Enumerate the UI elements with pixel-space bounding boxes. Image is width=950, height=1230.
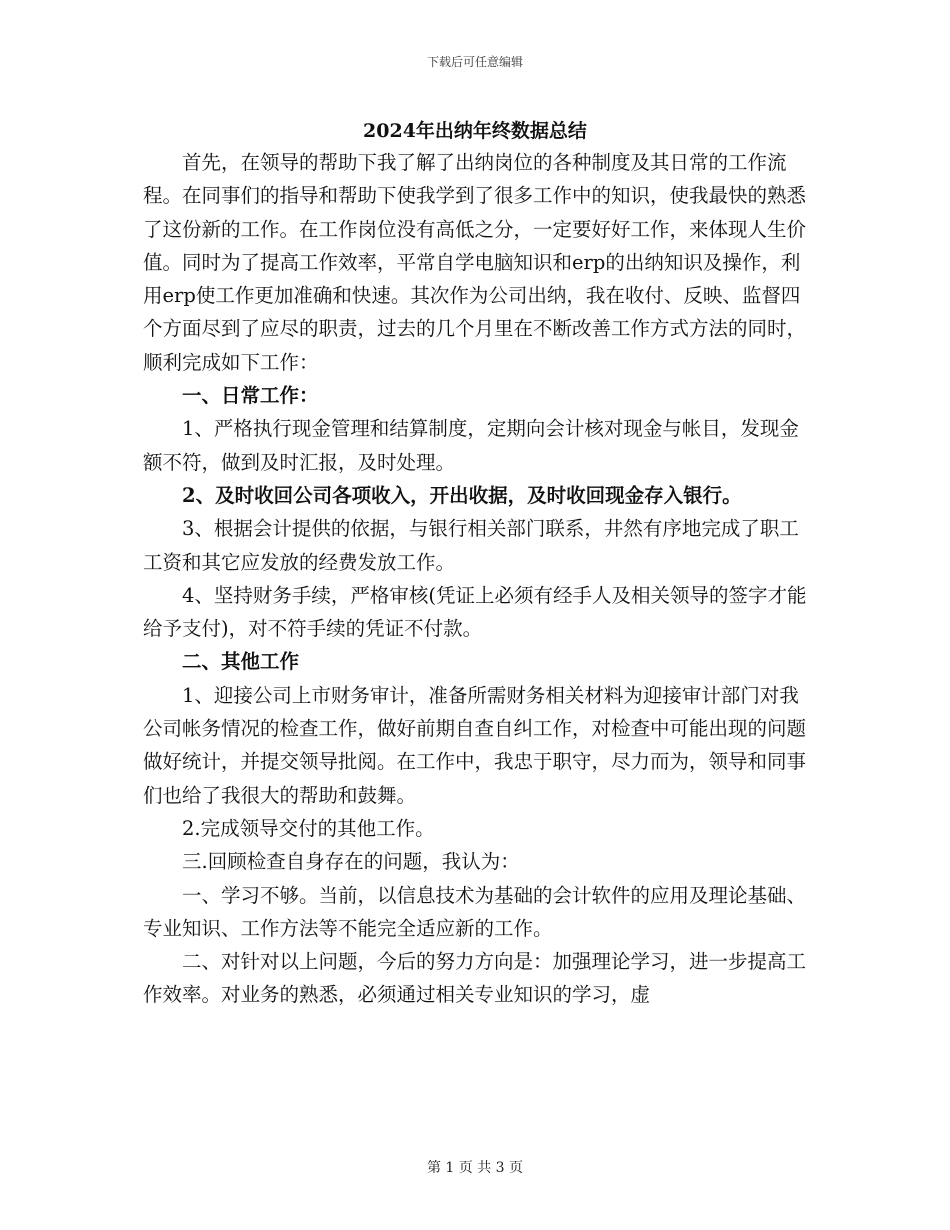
header-note: 下载后可任意编辑 xyxy=(426,55,523,69)
paragraph-review-1: 一、学习不够。当前，以信息技术为基础的会计软件的应用及理论基础、专业知识、工作方法等不能完全适应新的工作。 xyxy=(143,883,807,940)
paragraph-other-2: 2.完成领导交付的其他工作。 xyxy=(182,816,435,840)
paragraph-daily-3: 3、根据会计提供的依据，与银行相关部门联系，井然有序地完成了职工工资和其它应发放的经费发放工作。 xyxy=(143,517,799,574)
section-heading-other-work: 二、其他工作 xyxy=(182,650,300,674)
paragraph-daily-4: 4、坚持财务手续，严格审核(凭证上必须有经手人及相关领导的签字才能给予支付)，对不符手续的凭证不付款。 xyxy=(143,583,807,641)
document-title: 2024年出纳年终数据总结 xyxy=(363,120,587,142)
section-heading-daily-work: 一、日常工作： xyxy=(182,384,319,408)
page-footer: 第 1 页 共 3 页 xyxy=(426,1160,524,1176)
paragraph-daily-2: 2、及时收回公司各项收入，开出收据，及时收回现金存入银行。 xyxy=(182,483,742,507)
paragraph-intro: 首先，在领导的帮助下我了解了出纳岗位的各种制度及其日常的工作流程。在同事们的指导和帮助下使我学到了很多工作中的知识，使我最快的熟悉了这份新的工作。在工作岗位没有高低之分，一定要好好工作，来体现人生价值。同时为了提高工作效率，平常自学电脑知识和erp的出纳知识及操作，利用erp使工作更加准确和快速。其次作为公司出纳，我在收付、反映、监督四个方面尽到了应尽的职责，过去的几个月里在不断改善工作方式方法的同时，顺利完成如下工作： xyxy=(143,151,807,374)
section-heading-review: 三.回顾检查自身存在的问题，我认为： xyxy=(182,850,520,874)
paragraph-review-2: 二、对针对以上问题，今后的努力方向是：加强理论学习，进一步提高工作效率。对业务的熟悉，必须通过相关专业知识的学习，虚 xyxy=(143,950,807,1007)
document-body xyxy=(143,146,813,1012)
paragraph-daily-1: 1、严格执行现金管理和结算制度，定期向会计核对现金与帐目，发现金额不符，做到及时汇报，及时处理。 xyxy=(143,417,799,474)
paragraph-other-1: 1、迎接公司上市财务审计，准备所需财务相关材料为迎接审计部门对我公司帐务情况的检查工作，做好前期自查自纠工作，对检查中可能出现的问题做好统计，并提交领导批阅。在工作中，我忠于职守，尽力而为，领导和同事们也给了我很大的帮助和鼓舞。 xyxy=(143,683,807,807)
